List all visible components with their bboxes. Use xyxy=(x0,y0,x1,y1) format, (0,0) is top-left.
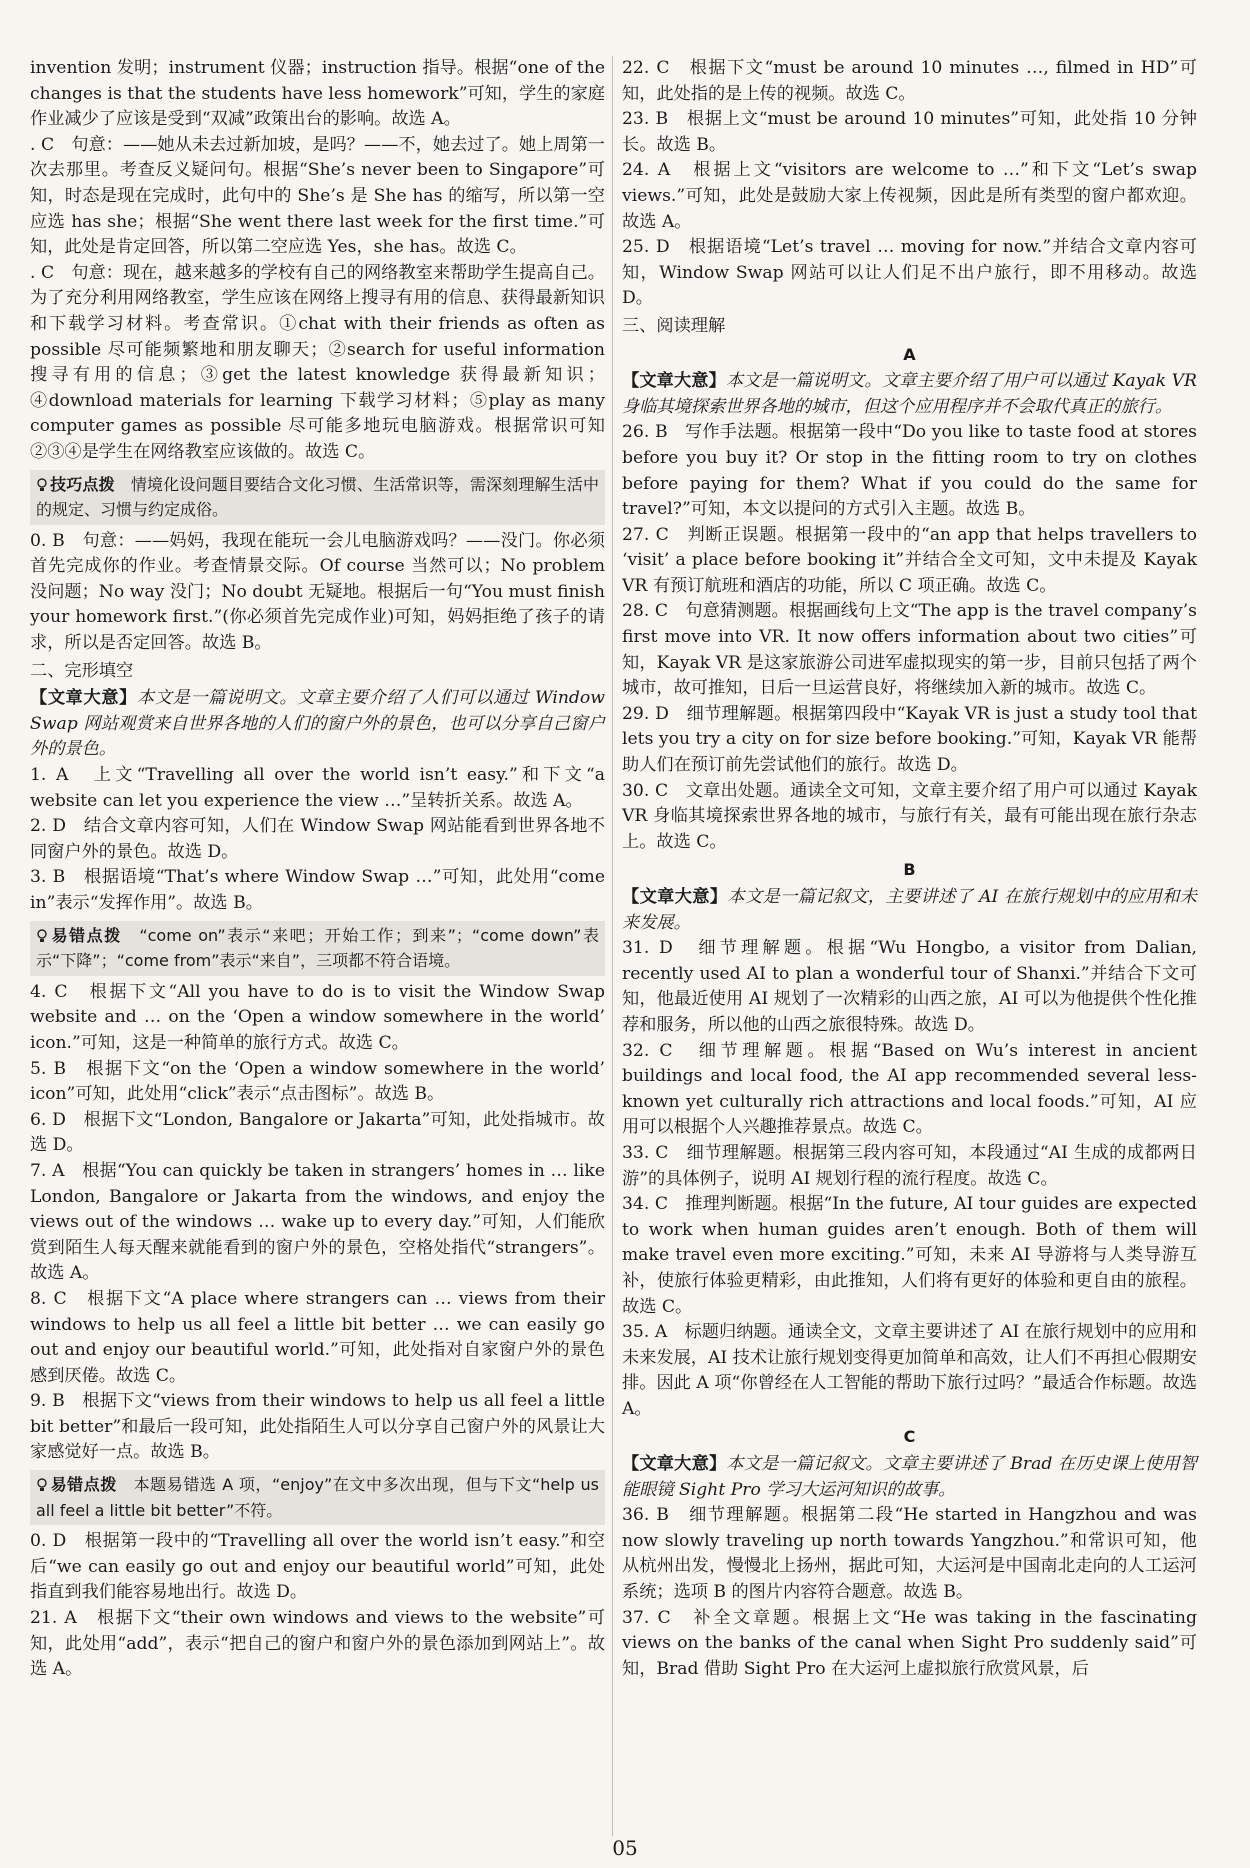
answer-item: 7. A 根据“You can quickly be taken in strangers’ homes in … like London, Bangalore or Jakarta from the windows, and enjoy the views out of the windows … wake up to every day.”可知，人们能欣赏到陌生人每天醒来就能看到的窗户外的景色，空格处指代“strangers”。故选 A。 xyxy=(30,1160,605,1284)
answer-item: 33. C 细节理解题。根据第三段内容可知，本段通过“AI 生成的成都两日游”的具体例子，说明 AI 规划行程的流行程度。故选 C。 xyxy=(622,1142,1197,1189)
answer-item: 0. B 句意：——妈妈，我现在能玩一会儿电脑游戏吗？——没门。你必须首先完成你的作业。考查情景交际。Of course 当然可以；No problem 没问题；No way 没门；No doubt 无疑地。根据后一句“You must finish your homework first.”(你必须首先完成作业)可知，妈妈拒绝了孩子的请求，所以是否定回答。故选 B。 xyxy=(30,530,605,654)
answer-item: 26. B 写作手法题。根据第一段中“Do you like to taste food at stores before you buy it? Or stop in the fitting room to try on clothes before paying for them? What if you could do the same for travel?”可知，本文以提问的方式引入主题。故选 B。 xyxy=(622,422,1197,520)
article-summary xyxy=(622,369,1197,420)
answer-item: 3. B 根据语境“That’s where Window Swap …”可知，此处用“come in”表示“发挥作用”。故选 B。 xyxy=(30,867,605,913)
column-divider xyxy=(612,56,613,1836)
answer-item: 6. D 根据下文“London, Bangalore or Jakarta”可知，此处指城市。故选 D。 xyxy=(30,1109,605,1156)
answer-item: 28. C 句意猜测题。根据画线句上文“The app is the travel company’s first move into VR. It now offers information about two cities”可知，Kayak VR 是这家旅游公司进军虚拟现实的第一步，目前只包括了两个城市，故可推知，日后一旦运营良好，将继续加入新的城市。故选 C。 xyxy=(622,601,1197,699)
answer-item: invention 发明；instrument 仪器；instruction 指导。根据“one of the changes is that the students have less homework”可知，学生的家庭作业减少了应该是受到“双减”政策出台的影响。故选 A。 xyxy=(30,58,605,130)
summary-text: 本文是一篇说明文。文章主要介绍了用户可以通过 Kayak VR 身临其境探索世界各地的城市，但这个应用程序并不会取代真正的旅行。 xyxy=(622,371,1197,417)
summary-tag: 【文章大意】 xyxy=(622,887,728,907)
passage-label: A xyxy=(903,344,916,364)
answer-item: 36. B 细节理解题。根据第二段“He started in Hangzhou and was now slowly traveling up north towards Yangzhou.”和常识可知，他从杭州出发，慢慢北上扬州，据此可知，大运河是中国南北走向的人工运河系统；选项 B 的图片内容符合题意。故选 B。 xyxy=(622,1505,1197,1603)
answer-item: . C 句意：现在，越来越多的学校有自己的网络教室来帮助学生提高自己。为了充分利用网络教室，学生应该在网络上搜寻有用的信息、获得最新知识和下载学习材料。考查常识。①chat with their friends as often as possible 尽可能频繁地和朋友聊天；②search for useful information 搜寻有用的信息；③get the latest knowledge 获得最新知识；④download materials for learning 下载学习材料；⑤play as many computer games as possible 尽可能多地玩电脑游戏。根据常识可知②③④是学生在网络教室应该做的。故选 C。 xyxy=(30,262,605,462)
answer-item: 23. B 根据上文“must be around 10 minutes”可知，此处指 10 分钟长。故选 B。 xyxy=(622,109,1197,155)
summary-tag: 【文章大意】 xyxy=(622,371,726,392)
answer-item: 25. D 根据语境“Let’s travel … moving for now.”并结合文章内容可知，Window Swap 网站可以让人们足不出户旅行，即不用移动。故选 D。 xyxy=(622,237,1197,309)
page-number: 05 xyxy=(612,1836,638,1860)
tip-box xyxy=(30,921,605,976)
answer-item: 9. B 根据下文“views from their windows to help us all feel a little bit better”和最后一段可知，此处指陌生人可以分享自己窗户外的风景让大家感觉好一点。故选 B。 xyxy=(30,1391,605,1463)
tip-tag: 技巧点拨 xyxy=(50,474,115,494)
answer-item: 35. A 标题归纳题。通读全文，文章主要讲述了 AI 在旅行规划中的应用和未来发展，AI 技术让旅行规划变得更加简单和高效，让人们不再担心假期安排。因此 A 项“你曾经在人工智能的帮助下旅行过吗？”最适合作标题。故选 A。 xyxy=(622,1322,1197,1419)
summary-tag: 【文章大意】 xyxy=(30,688,137,709)
answer-item: 32. C 细节理解题。根据“Based on Wu’s interest in ancient buildings and local food, the AI app recommended several less-known yet culturally rich attractions and local foods.”可知，AI 应用可以根据个人兴趣推荐景点。故选 C。 xyxy=(622,1040,1197,1138)
summary-text: 本文是一篇记叙文。文章主要讲述了 Brad 在历史课上使用智能眼镜 Sight Pro 学习大运河知识的故事。 xyxy=(622,1454,1197,1500)
summary-text: 本文是一篇说明文。文章主要介绍了人们可以通过 Window Swap 网站观赏来自世界各地的人们的窗户外的景色，也可以分享自己窗户外的景色。 xyxy=(30,688,605,760)
left-column xyxy=(30,56,605,1683)
passage-label: C xyxy=(903,1427,916,1447)
lightbulb-icon xyxy=(36,478,48,492)
answer-item: 8. C 根据下文“A place where strangers can … views from their windows to help us all feel a little bit better … we can easily go out and enjoy our beautiful world.”可知，此处指对自家窗户外的景色感到厌倦。故选 C。 xyxy=(30,1288,605,1386)
answer-item: 34. C 推理判断题。根据“In the future, AI tour guides are expected to work when human guides aren’t enough. Both of them will make travel even more exciting.”可知，未来 AI 导游将与人类导游互补，使旅行体验更精彩，由此推知，人们将有更好的体验和更自由的旅程。故选 C。 xyxy=(622,1194,1197,1317)
tip-text: 本题易错选 A 项，“enjoy”在文中多次出现，但与下文“help us all feel a little bit better”不符。 xyxy=(36,1475,599,1520)
answer-item: 37. C 补全文章题。根据上文“He was taking in the fascinating views on the banks of the canal when Sight Pro suddenly said”可知，Brad 借助 Sight Pro 在大运河上虚拟旅行欣赏风景，后 xyxy=(622,1607,1197,1679)
answer-item: 30. C 文章出处题。通读全文可知，文章主要介绍了用户可以通过 Kayak VR 身临其境探索世界各地的城市，与旅行有关，最有可能出现在旅行杂志上。故选 C。 xyxy=(622,780,1197,852)
tip-box xyxy=(30,470,605,525)
lightbulb-icon xyxy=(36,1478,48,1492)
answer-item: 4. C 根据下文“All you have to do is to visit the Window Swap website and … on the ‘Open a window somewhere in the world’ icon.”可知，这是一种简单的旅行方式。故选 C。 xyxy=(30,981,605,1053)
article-summary xyxy=(30,686,605,763)
summary-tag: 【文章大意】 xyxy=(622,1454,727,1475)
tip-text: “come on”表示“来吧；开始工作；到来”；“come down”表示“下降”；“come from”表示“来自”，三项都不符合语境。 xyxy=(36,925,599,971)
answer-item: 0. D 根据第一段中的“Travelling all over the world isn’t easy.”和空后“we can easily go out and enjoy our beautiful world”可知，此处指直到我们能容易地出行。故选 D。 xyxy=(30,1531,605,1603)
answer-item: . C 句意：——她从未去过新加坡，是吗？——不，她去过了。她上周第一次去那里。考查反义疑问句。根据“She’s never been to Singapore”可知，时态是现在完成时，此句中的 She’s 是 She has 的缩写，所以第一空应选 has she；根据“She went there last week for the first time.”可知，此处是肯定回答，所以第二空应选 Yes，she has。故选 C。 xyxy=(30,134,605,258)
answer-item: 31. D 细节理解题。根据“Wu Hongbo, a visitor from Dalian, recently used AI to plan a wonderful tour of Shanxi.”并结合下文可知，他最近使用 AI 规划了一次精彩的山西之旅，AI 可以为他提供个性化推荐和服务，所以他的山西之旅很特殊。故选 D。 xyxy=(622,938,1197,1035)
lightbulb-icon xyxy=(36,929,48,943)
answer-item: 29. D 细节理解题。根据第四段中“Kayak VR is just a study tool that lets you try a city on for size before booking.”可知，Kayak VR 能帮助人们在预订前先尝试他们的旅行。故选 D。 xyxy=(622,703,1197,776)
right-column xyxy=(622,56,1197,1682)
tip-tag: 易错点拨 xyxy=(50,925,122,945)
section-heading: 三、阅读理解 xyxy=(622,315,726,336)
article-summary xyxy=(622,1452,1197,1503)
summary-text: 本文是一篇记叙文，主要讲述了 AI 在旅行规划中的应用和未来发展。 xyxy=(622,887,1197,933)
tip-tag: 易错点拨 xyxy=(50,1475,117,1495)
answer-item: 27. C 判断正误题。根据第一段中的“an app that helps travellers to ‘visit’ a place before booking it”并结合全文可知，文中未提及 Kayak VR 有预订航班和酒店的功能，所以 C 项正确。故选 C。 xyxy=(622,524,1197,596)
passage-label: B xyxy=(903,860,916,880)
answer-item: 2. D 结合文章内容可知，人们在 Window Swap 网站能看到世界各地不同窗户外的景色。故选 D。 xyxy=(30,816,605,862)
answer-item: 1. A 上文“Travelling all over the world isn’t easy.”和下文“a website can let you experience the view …”呈转折关系。故选 A。 xyxy=(30,765,605,811)
answer-item: 24. A 根据上文“visitors are welcome to …”和下文“Let’s swap views.”可知，此处是鼓励大家上传视频，因此是所有类型的窗户都欢迎。故选 A。 xyxy=(622,160,1197,232)
tip-box xyxy=(30,1470,605,1525)
answer-item: 5. B 根据下文“on the ‘Open a window somewhere in the world’ icon”可知，此处用“click”表示“点击图标”。故选 B。 xyxy=(30,1058,605,1105)
section-heading: 二、完形填空 xyxy=(30,660,134,681)
answer-item: 21. A 根据下文“their own windows and views to the website”可知，此处用“add”，表示“把自己的窗户和窗户外的景色添加到网站上”。故选 A。 xyxy=(30,1608,605,1680)
article-summary xyxy=(622,885,1197,936)
tip-text: 情境化设问题目要结合文化习惯、生活常识等，需深刻理解生活中的规定、习惯与约定成俗。 xyxy=(36,474,599,520)
answer-item: 22. C 根据下文“must be around 10 minutes …, filmed in HD”可知，此处指的是上传的视频。故选 C。 xyxy=(622,58,1197,104)
